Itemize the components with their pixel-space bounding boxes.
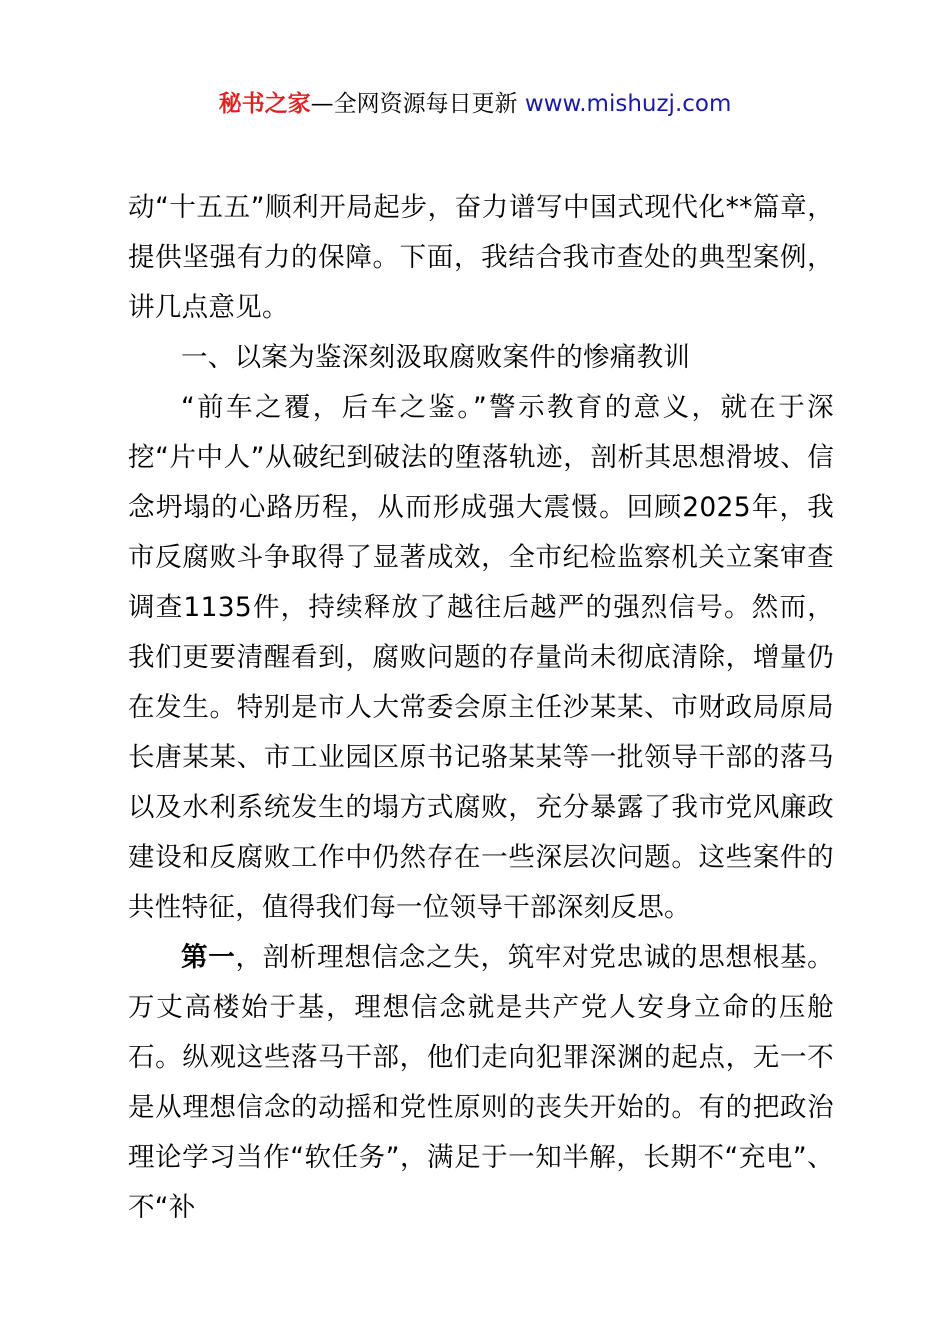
header-tagline: —全网资源每日更新 bbox=[310, 91, 518, 117]
paragraph-warning: “前车之覆，后车之鉴。”警示教育的意义，就在于深挖“片中人”从破纪到破法的堕落轨迹，剖析其思想滑坡、信念坍塌的心路历程，从而形成强大震慑。回顾2025年，我市反腐败斗争取得了显著成效，全市纪检监察机关立案审查调查1135件，持续释放了越往后越严的强烈信号。然而，我们更要清醒看到，腐败问题的存量尚未彻底清除，增量仍在发生。特别是市人大常委会原主任沙某某、市财政局原局长唐某某、市工业园区原书记骆某某等一批领导干部的落马以及水利系统发生的塌方式腐败，充分暴露了我市党风廉政建设和反腐败工作中仍然存在一些深层次问题。这些案件的共性特征，值得我们每一位领导干部深刻反思。 bbox=[128, 392, 834, 923]
brand-name: 秘书之家 bbox=[218, 91, 311, 117]
site-header bbox=[0, 86, 950, 122]
document-body bbox=[128, 183, 834, 1233]
site-url-link[interactable]: www.mishuzj.com bbox=[524, 91, 732, 117]
paragraph-first-point bbox=[128, 933, 834, 1233]
section-heading: 一、以案为鉴深刻汲取腐败案件的惨痛教训 bbox=[181, 342, 691, 373]
paragraph-intro: 动“十五五”顺利开局起步，奋力谱写中国式现代化**篇章，提供坚强有力的保障。下面，我结合我市查处的典型案例，讲几点意见。 bbox=[128, 192, 834, 323]
point-text: ，剖析理想信念之失，筑牢对党忠诚的思想根基。万丈高楼始于基，理想信念就是共产党人安身立命的压舱石。纵观这些落马干部，他们走向犯罪深渊的起点，无一不是从理想信念的动摇和党性原则的丧失开始的。有的把政治理论学习当作“软任务”，满足于一知半解，长期不“充电”、不“补 bbox=[128, 942, 834, 1223]
point-lead: 第一 bbox=[181, 942, 236, 973]
